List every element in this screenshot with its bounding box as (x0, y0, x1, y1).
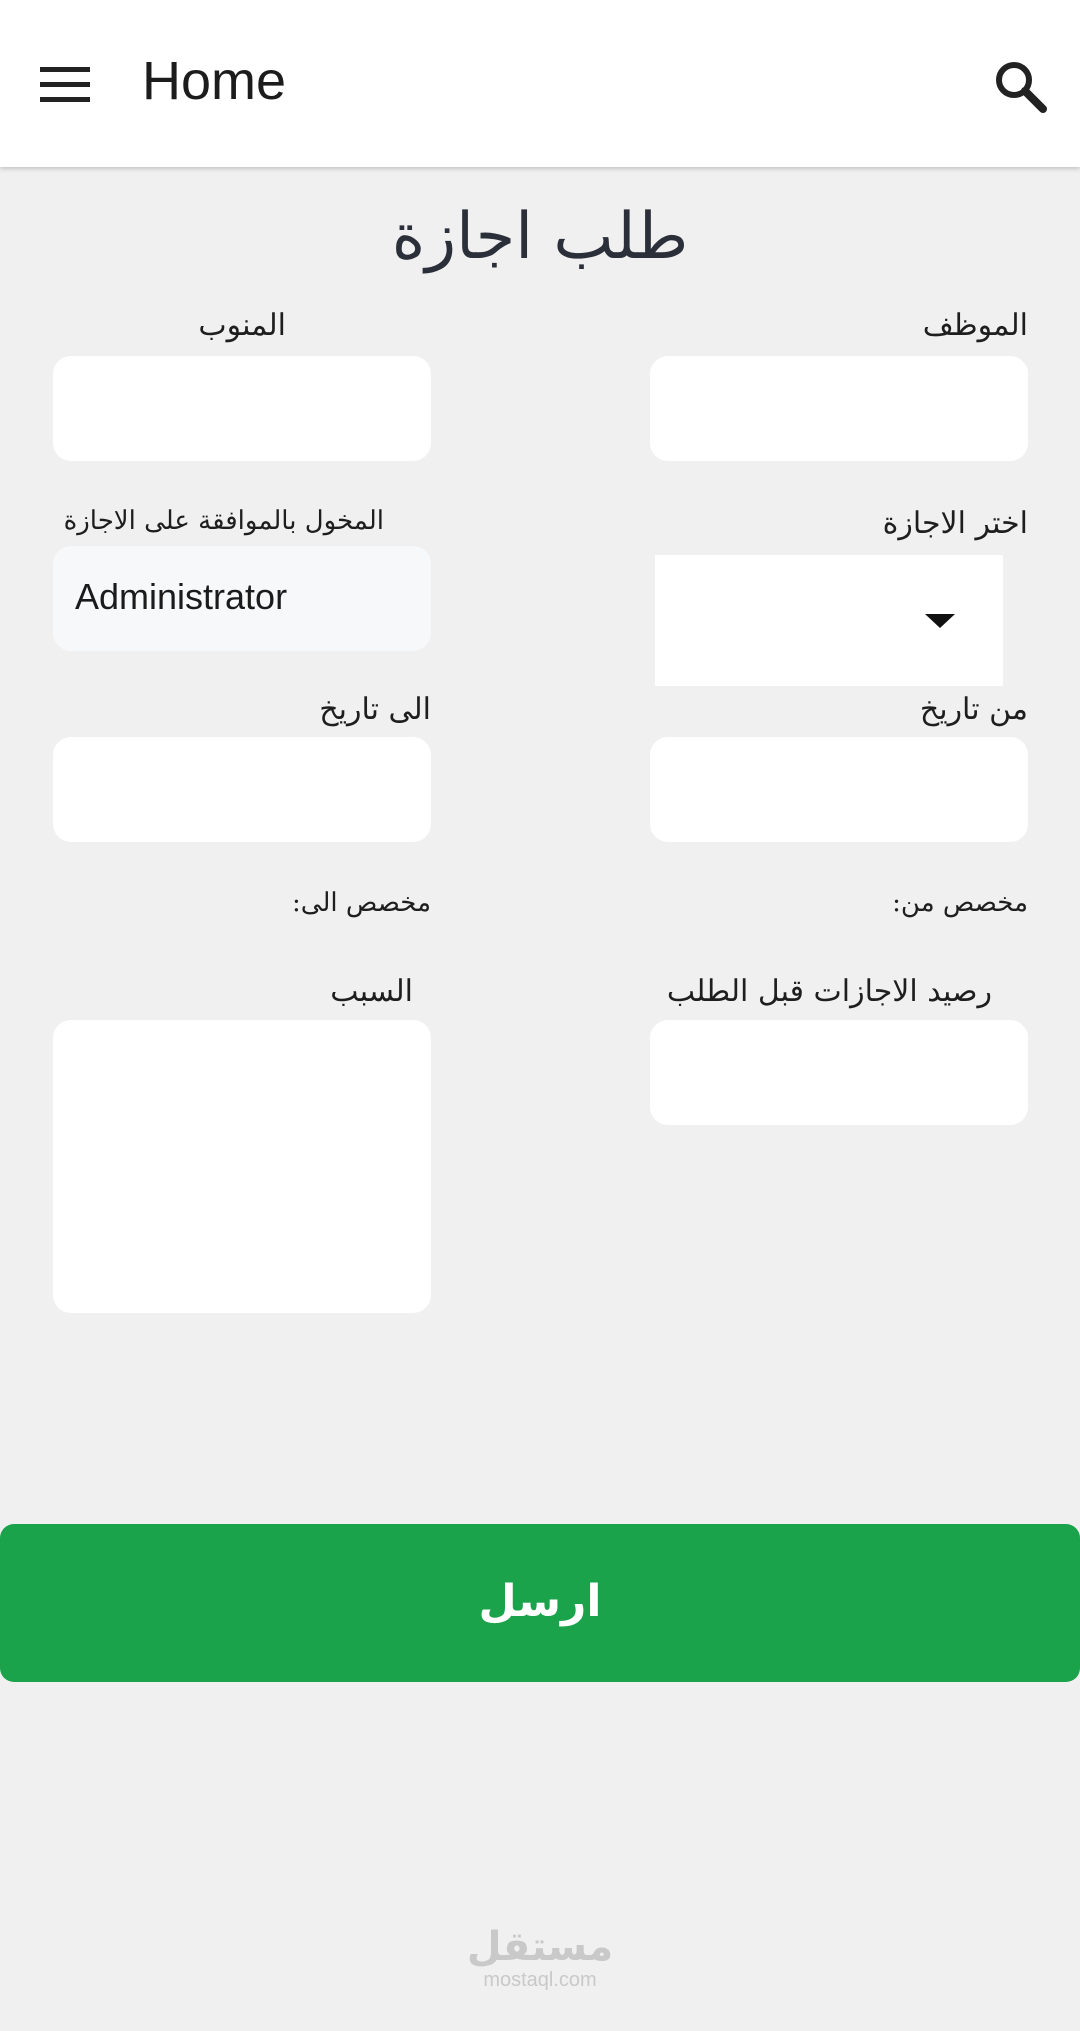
approver-field (53, 546, 431, 651)
to-date-field[interactable] (53, 737, 431, 842)
leave-type-dropdown[interactable] (655, 555, 1003, 686)
balance-before-label: رصيد الاجازات قبل الطلب (666, 974, 992, 1009)
delegate-label: المنوب (198, 308, 286, 343)
employee-field[interactable] (650, 356, 1028, 461)
chevron-down-icon (925, 614, 955, 628)
submit-label: ارسل (478, 1576, 602, 1627)
watermark (0, 1925, 1080, 1991)
submit-button[interactable] (0, 1524, 1080, 1682)
balance-before-field[interactable] (650, 1020, 1028, 1125)
allocated-to-label: مخصص الى: (292, 888, 431, 918)
to-date-label: الى تاريخ (319, 692, 431, 727)
search-icon[interactable] (992, 58, 1048, 114)
watermark-url: mostaql.com (483, 1969, 597, 1991)
form-title: طلب اجازة (391, 200, 689, 274)
menu-icon[interactable] (40, 65, 90, 103)
from-date-label: من تاريخ (919, 692, 1028, 727)
page-title-home: Home (142, 51, 287, 111)
approver-label: المخول بالموافقة على الاجازة (63, 506, 384, 536)
allocated-from-label: مخصص من: (892, 888, 1028, 918)
delegate-field[interactable] (53, 356, 431, 461)
app-bar (0, 0, 1080, 167)
from-date-field[interactable] (650, 737, 1028, 842)
reason-label: السبب (330, 974, 413, 1009)
watermark-logo: مستقل (466, 1924, 614, 1970)
leave-type-label: اختر الاجازة (882, 506, 1028, 541)
approver-value: Administrator (75, 576, 288, 617)
employee-label: الموظف (922, 308, 1028, 343)
reason-textarea[interactable] (53, 1020, 431, 1313)
